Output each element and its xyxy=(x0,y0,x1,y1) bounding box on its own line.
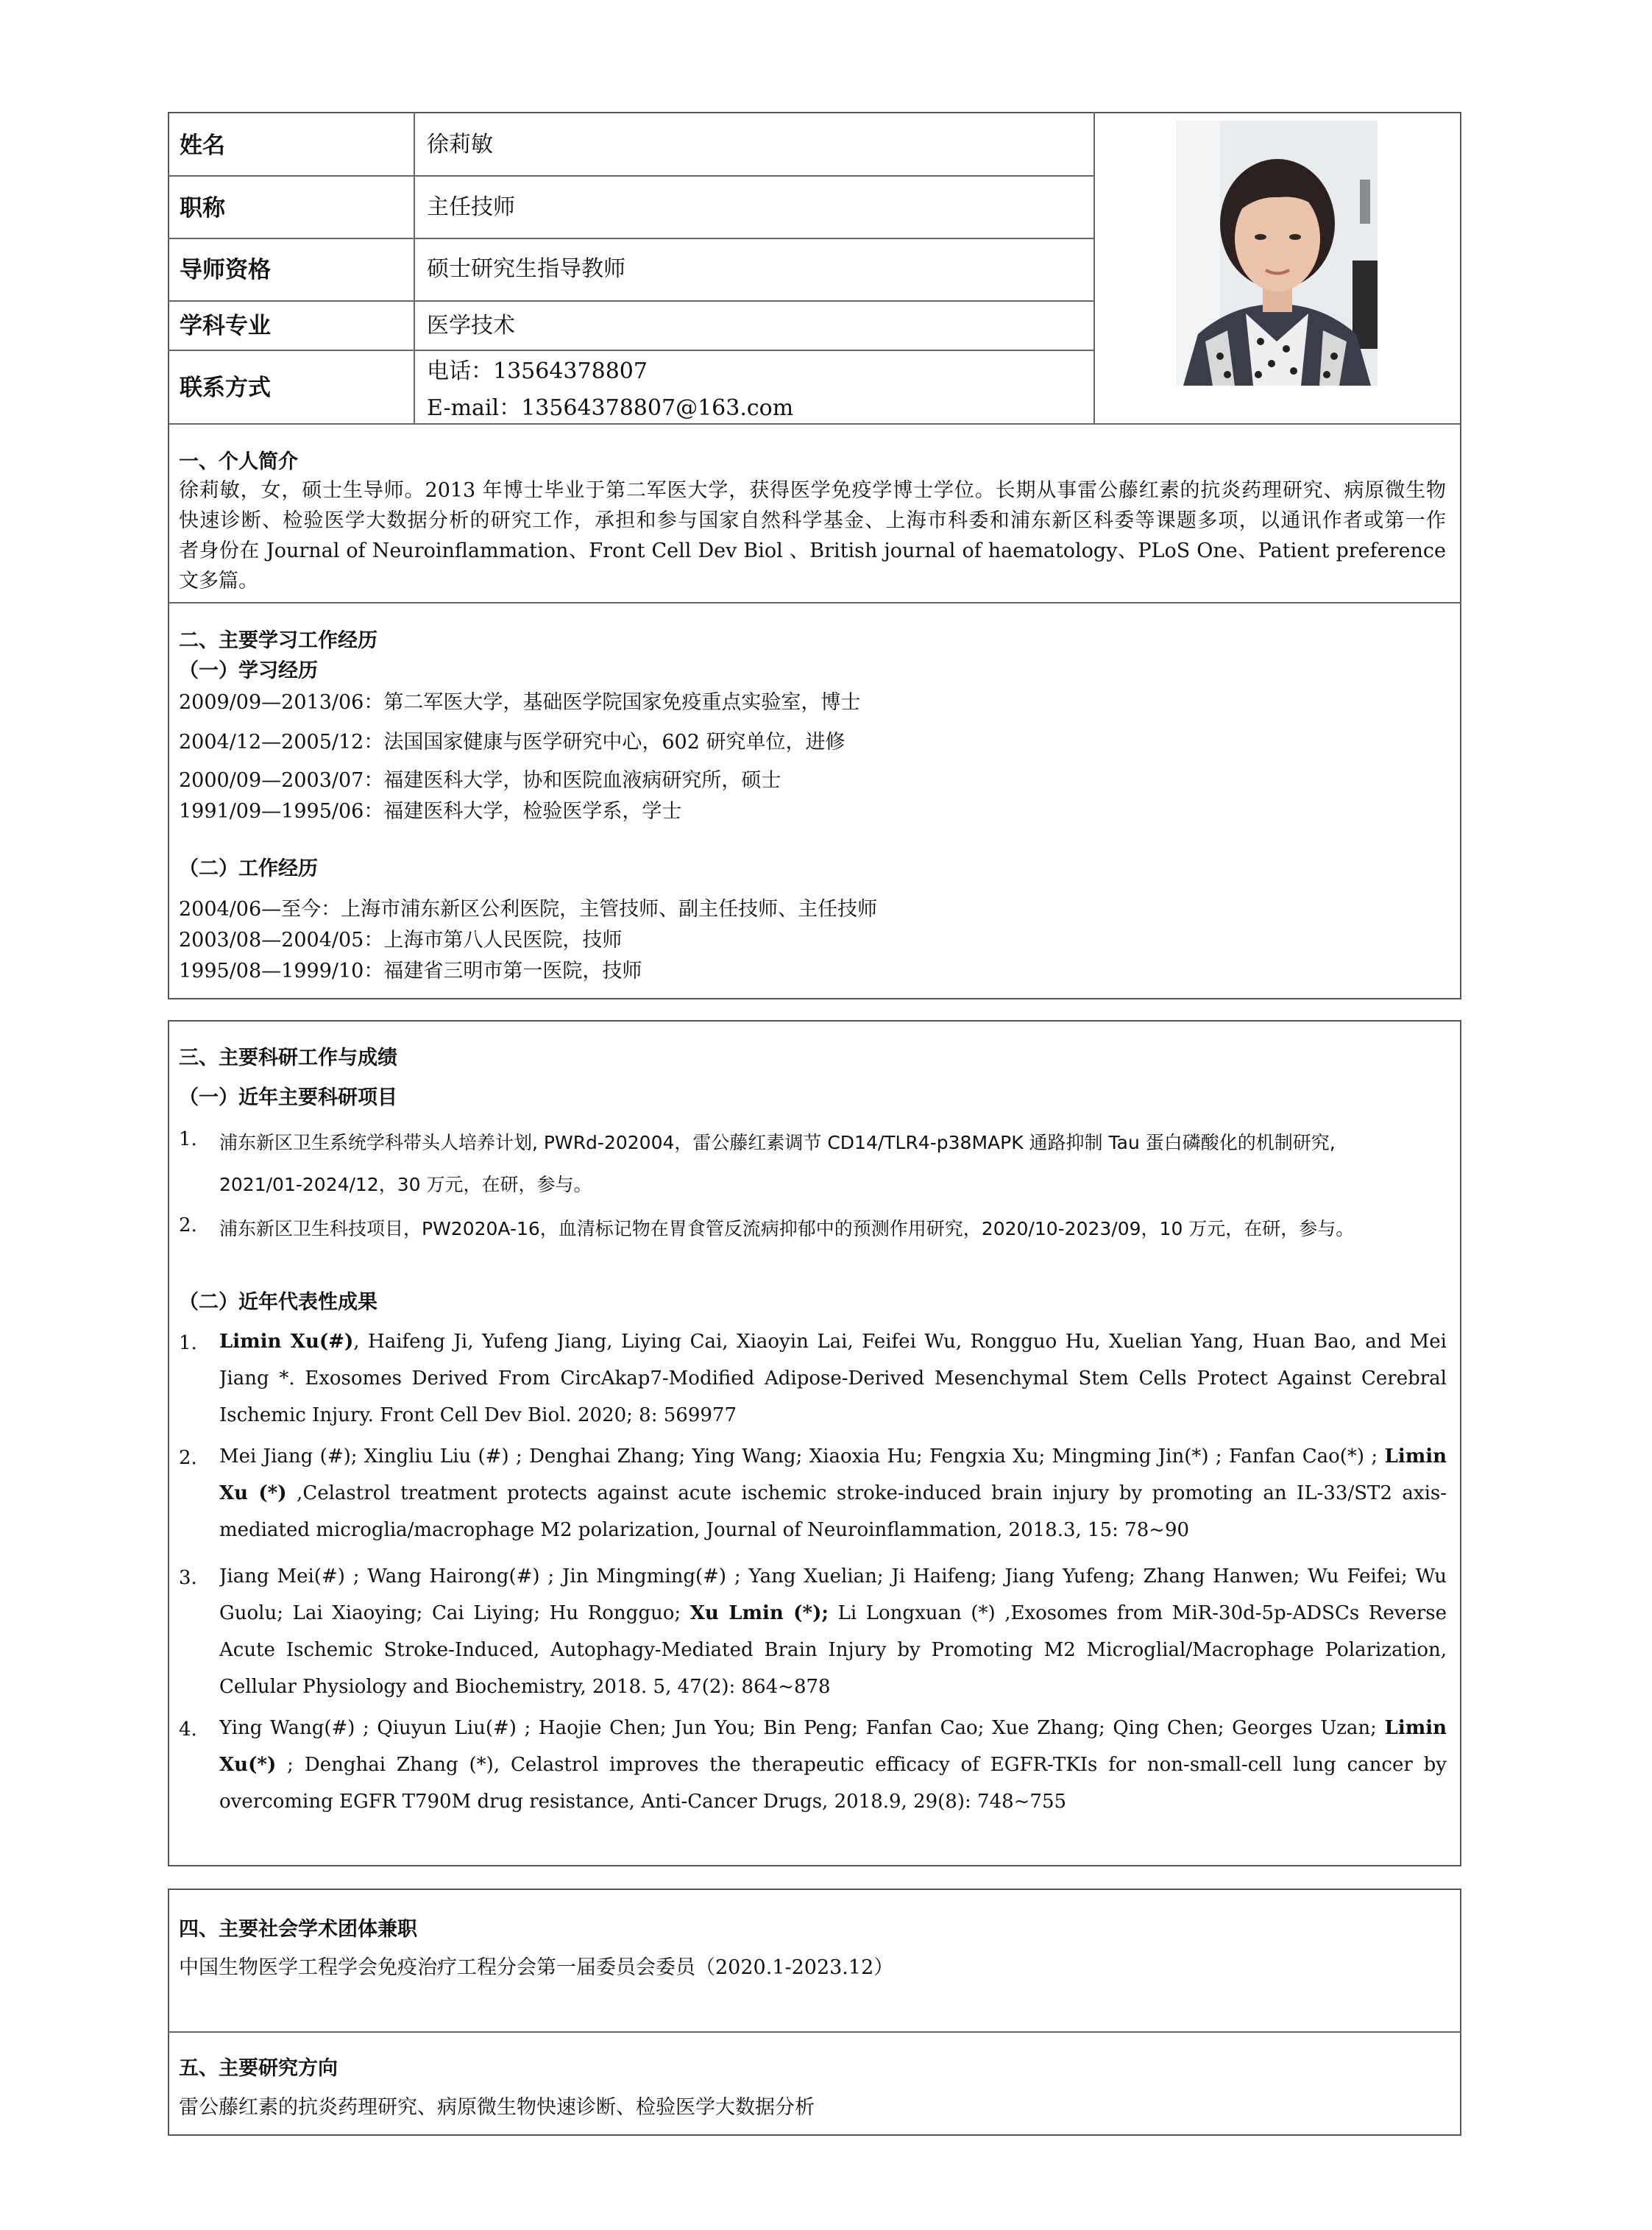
work-item-2: 2003/08—2004/05：上海市第八人民医院，技师 xyxy=(179,929,623,952)
study-heading: （一）学习经历 xyxy=(179,659,318,682)
value-major: 医学技术 xyxy=(427,313,515,339)
society-heading: 四、主要社会学术团体兼职 xyxy=(179,1918,417,1941)
result-4-rest: ; Denghai Zhang (*), Celastrol improves the therapeutic efficacy of EGFR-TKIs for non-small-cell lung cancer by overcoming EGFR T790M drug resistance, Anti-Cancer Drugs, 2018.9, 29(8): 748~755 xyxy=(219,1754,1447,1813)
result-1-rest: , Haifeng Ji, Yufeng Jiang, Liying Cai, Xiaoyin Lai, Feifei Wu, Rongguo Hu, Xuelian Yang, Huan Bao, and Mei Jiang *. Exosomes Derived From CircAkap7-Modified Adipose-Derived Mesenchymal Stem Cells Protect Against Cerebral Ischemic Injury. Front Cell Dev Biol. 2020; 8: 569977 xyxy=(219,1331,1447,1426)
row-sep-1 xyxy=(168,175,1095,177)
study-item-4: 1991/09—1995/06：福建医科大学，检验医学系，学士 xyxy=(179,800,682,823)
work-item-1: 2004/06—至今：上海市浦东新区公利医院，主管技师、副主任技师、主任技师 xyxy=(179,898,878,921)
results-heading: （二）近年代表性成果 xyxy=(179,1291,377,1314)
result-1-author: Limin Xu(#) xyxy=(219,1331,354,1353)
result-3-pre: Jiang Mei(#) ; Wang Hairong(#) ; Jin Mingming(#) ; Yang Xuelian; Ji Haifeng; Jiang Yufeng; Zhang Hanwen; Wu Feifei; Wu Guolu; Lai Xiaoying; Cai Liying; Hu Rongguo; xyxy=(219,1565,1447,1624)
research-heading: 三、主要科研工作与成绩 xyxy=(179,1047,397,1069)
value-name: 徐莉敏 xyxy=(427,132,493,157)
result-4-author: Limin Xu(*) xyxy=(219,1717,1447,1776)
label-advisor: 导师资格 xyxy=(180,257,271,283)
label-name: 姓名 xyxy=(180,132,225,159)
intro-line-3: 者身份在 Journal of Neuroinflammation、Front Cell Dev Biol 、British journal of haematology、PLoS One、Patient preference xyxy=(179,539,1446,562)
table-bottom xyxy=(168,423,1461,425)
project-1-num: 1. xyxy=(179,1128,197,1150)
value-phone: 电话：13564378807 xyxy=(427,358,648,384)
result-3-author: Xu Lmin (*); xyxy=(689,1602,829,1624)
table-divider-photo xyxy=(1093,112,1095,424)
result-3-num: 3. xyxy=(179,1567,197,1589)
result-2-pre: Mei Jiang (#); Xingliu Liu (#) ; Denghai Zhang; Ying Wang; Xiaoxia Hu; Fengxia Xu; Mingming Jin(*) ; Fanfan Cao(*) ; xyxy=(219,1445,1385,1468)
table-divider-label xyxy=(414,112,415,424)
portrait-illustration xyxy=(1176,121,1378,386)
project-2-line-1: 浦东新区卫生科技项目，PW2020A-16，血清标记物在胃食管反流病抑郁中的预测作用研究，2020/10-2023/09，10 万元，在研，参与。 xyxy=(219,1218,1355,1239)
experience-heading: 二、主要学习工作经历 xyxy=(179,629,377,652)
direction-heading: 五、主要研究方向 xyxy=(179,2057,338,2080)
intro-heading: 一、个人简介 xyxy=(179,450,298,473)
row-sep-2 xyxy=(168,238,1095,239)
result-3-rest: Li Longxuan (*) ,Exosomes from MiR-30d-5p-ADSCs Reverse Acute Ischemic Stroke-Induced, Autophagy-Mediated Brain Injury by Promoting M2 Microglial/Macrophage Polarization, Cellular Physiology and Biochemistry, 2018. 5, 47(2): 864~878 xyxy=(219,1602,1447,1698)
value-email: E-mail：13564378807@163.com xyxy=(427,395,794,421)
intro-line-1: 徐莉敏，女，硕士生导师。2013 年博士毕业于第二军医大学，获得医学免疫学博士学位。长期从事雷公藤红素的抗炎药理研究、病原微生物 xyxy=(179,479,1446,502)
label-title: 职称 xyxy=(180,195,225,222)
result-4-text xyxy=(219,1710,1447,1820)
result-3-text xyxy=(219,1558,1447,1705)
value-advisor: 硕士研究生指导教师 xyxy=(427,256,625,282)
result-4-num: 4. xyxy=(179,1718,197,1741)
intro-line-4: 文多篇。 xyxy=(179,570,258,592)
result-2-rest: ,Celastrol treatment protects against acute ischemic stroke-induced brain injury by promoting an IL-33/ST2 axis-mediated microglia/macrophage M2 polarization, Journal of Neuroinflammation, 2018.3, 15: 78~90 xyxy=(219,1482,1447,1541)
avatar xyxy=(1176,121,1378,386)
intro-line-2: 快速诊断、检验医学大数据分析的研究工作，承担和参与国家自然科学基金、上海市科委和浦东新区科委等课题多项，以通讯作者或第一作 xyxy=(179,509,1446,532)
result-2-text xyxy=(219,1438,1447,1548)
projects-heading: （一）近年主要科研项目 xyxy=(179,1086,397,1109)
project-1-line-2: 2021/01-2024/12，30 万元，在研，参与。 xyxy=(219,1174,592,1195)
society-text: 中国生物医学工程学会免疫治疗工程分会第一届委员会委员（2020.1-2023.12） xyxy=(179,1956,894,1979)
result-2-author: Limin Xu (*) xyxy=(219,1445,1447,1504)
project-2-num: 2. xyxy=(179,1214,197,1236)
study-item-1: 2009/09—2013/06：第二军医大学，基础医学院国家免疫重点实验室，博士 xyxy=(179,691,861,714)
result-4-pre: Ying Wang(#) ; Qiuyun Liu(#) ; Haojie Chen; Jun You; Bin Peng; Fanfan Cao; Xue Zhang; Qing Chen; Georges Uzan; xyxy=(219,1717,1385,1739)
value-title: 主任技师 xyxy=(427,194,515,220)
result-1-num: 1. xyxy=(179,1332,197,1354)
intro-bottom xyxy=(168,602,1461,603)
study-item-2: 2004/12—2005/12：法国国家健康与医学研究中心，602 研究单位，进修 xyxy=(179,731,846,754)
label-contact: 联系方式 xyxy=(180,375,271,401)
label-major: 学科专业 xyxy=(180,313,271,339)
work-heading: （二）工作经历 xyxy=(179,857,318,880)
study-item-3: 2000/09—2003/07：福建医科大学，协和医院血液病研究所，硕士 xyxy=(179,769,781,792)
row-sep-3 xyxy=(168,300,1095,302)
direction-text: 雷公藤红素的抗炎药理研究、病原微生物快速诊断、检验医学大数据分析 xyxy=(179,2096,815,2119)
society-sep xyxy=(168,2031,1461,2033)
result-1-text xyxy=(219,1323,1447,1434)
result-2-num: 2. xyxy=(179,1447,197,1469)
work-item-3: 1995/08—1999/10：福建省三明市第一医院，技师 xyxy=(179,960,642,983)
project-1-line-1: 浦东新区卫生系统学科带头人培养计划, PWRd-202004，雷公藤红素调节 CD14/TLR4-p38MAPK 通路抑制 Tau 蛋白磷酸化的机制研究, xyxy=(219,1132,1336,1153)
row-sep-4 xyxy=(168,350,1095,351)
